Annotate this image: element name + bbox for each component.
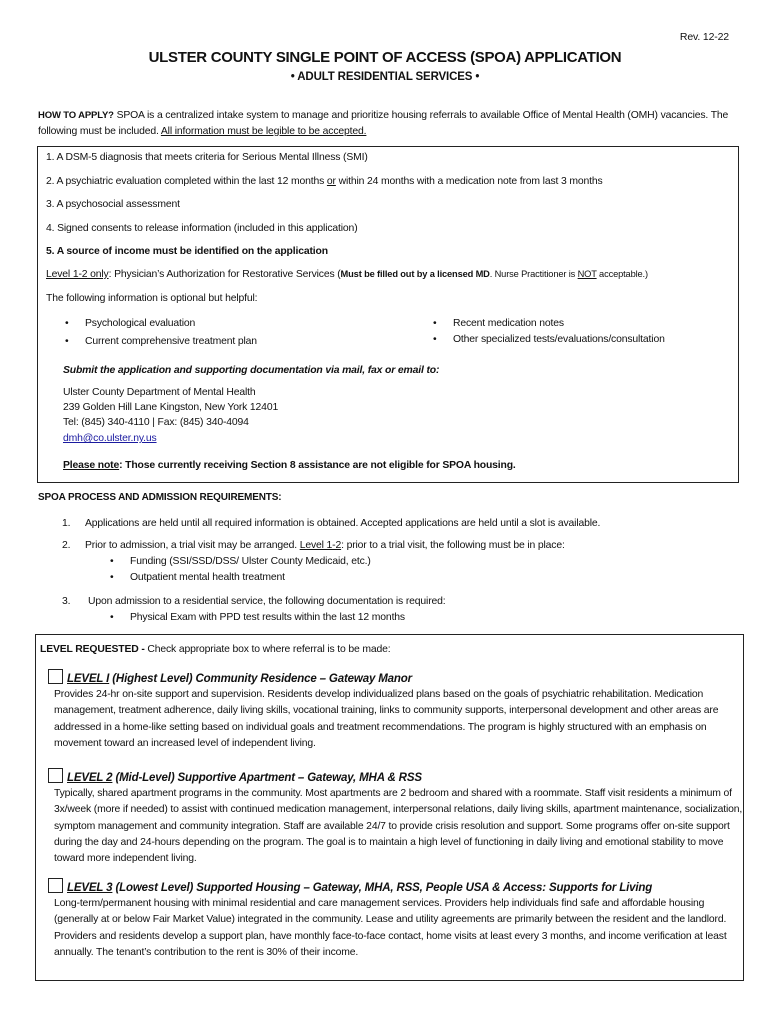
requirement-5: 5. A source of income must be identified on the application	[46, 246, 328, 257]
req2-b: within 24 months with a medication note from last 3 months	[335, 176, 603, 187]
optional-intro: The following information is optional but helpful:	[46, 293, 258, 304]
legible-note: All information must be legible to be accepted.	[160, 126, 367, 137]
l12-u: Level 1-2 only	[46, 269, 109, 280]
level-1-checkbox[interactable]	[48, 669, 63, 684]
process-num: 1.	[62, 518, 71, 529]
address-line: 239 Golden Hill Lane Kingston, New York 12401	[63, 402, 279, 413]
optional-item: • Recent medication notes	[453, 318, 564, 329]
optional-item: • Other specialized tests/evaluations/consultation	[453, 334, 665, 345]
process-num: 3.	[62, 596, 71, 607]
l3-title: (Lowest Level) Supported Housing – Gateway, MHA, RSS, People USA & Access: Supports for Living	[112, 882, 653, 894]
submit-heading: Submit the application and supporting documentation via mail, fax or email to:	[63, 365, 440, 376]
level-2-heading	[48, 768, 422, 784]
section8-note	[63, 460, 516, 471]
lr-label: LEVEL REQUESTED -	[40, 644, 145, 655]
address-line: Ulster County Department of Mental Health	[63, 387, 256, 398]
level-requested-heading	[40, 644, 391, 655]
level-3-description: Long-term/permanent housing with minimal residential and care management services. Providers help individuals find safe and affordable housing (generally at or below Fair Market Value) integrated in the community. Lease and utility agreements are primarily between the resident and the landlord. Providers and residents develop a support plan, have monthly face-to-face contact, home visits at least every 3 months, and income verification at least annually. The tenant’s contribution to the rent is 30% of their income.	[54, 898, 727, 958]
page-title: ULSTER COUNTY SINGLE POINT OF ACCESS (SPOA) APPLICATION	[148, 49, 622, 66]
lr-text: Check appropriate box to where referral is to be made:	[144, 644, 391, 655]
level-2-description: Typically, shared apartment programs in the community. Most apartments are 2 bedroom and shared with a roommate. Staff visit residents a minimum of 3x/week (more if needed) to assist with continued medication management, interpersonal relations, daily living skills, apartment maintenance, socialization, symptom management and community integration. Staff are available 24/7 to provide crisis resolution and support. Some programs offer on-site support during the day and 24-hours depending on the program. The goal is to maintain a high level of functioning in daily living and emotional stability to move toward more independent living.	[54, 788, 743, 865]
process-heading: SPOA PROCESS AND ADMISSION REQUIREMENTS:	[38, 492, 282, 503]
note-text: : Those currently receiving Section 8 assistance are not eligible for SPOA housing.	[119, 460, 516, 471]
l2-name: LEVEL 2	[67, 772, 113, 784]
note-label: Please note	[63, 460, 120, 471]
email-link[interactable]: dmh@co.ulster.ny.us	[63, 433, 157, 444]
process-subitem: • Outpatient mental health treatment	[130, 572, 285, 583]
process-item	[85, 540, 565, 551]
l1-name: LEVEL I	[67, 673, 110, 685]
how-to-text: SPOA is a centralized intake system to manage and prioritize housing referrals to available Office of Mental Health (OMH) vacancies. The following must be included.	[38, 110, 729, 137]
process-item: Upon admission to a residential service, the following documentation is required:	[88, 596, 446, 607]
l3-name: LEVEL 3	[67, 882, 113, 894]
level12-note	[46, 269, 648, 280]
l12-b: . Nurse Practitioner is	[489, 269, 578, 279]
l12-not: NOT	[577, 269, 597, 279]
level-requested-box	[35, 634, 744, 981]
p2u: Level 1-2	[299, 540, 342, 551]
optional-item: • Psychological evaluation	[85, 318, 195, 329]
l12-a: : Physician’s Authorization for Restorative Services (	[108, 269, 341, 280]
process-subitem: • Physical Exam with PPD test results within the last 12 months	[130, 612, 405, 623]
phone-fax: Tel: (845) 340-4110 | Fax: (845) 340-4094	[63, 417, 249, 428]
req2-a: 2. A psychiatric evaluation completed within the last 12 months	[46, 176, 327, 187]
process-subitem: • Funding (SSI/SSD/DSS/ Ulster County Medicaid, etc.)	[130, 556, 371, 567]
requirements-box	[37, 146, 739, 483]
level-1-description: Provides 24-hr on-site support and supervision. Residents develop individualized plans based on the goals of psychiatric rehabilitation. Medication management, treatment adherence, daily living skills, vocational training, links to community supports, interpersonal development and other areas are addressed in a home-like setting based on individual goals and treatment recommendations. The program is highly structured with an emphasis on movement toward an increased level of independent living.	[54, 689, 719, 749]
requirement-4: 4. Signed consents to release information (included in this application)	[46, 223, 358, 234]
optional-item: • Current comprehensive treatment plan	[85, 336, 257, 347]
how-to-apply	[38, 108, 738, 140]
level-1-heading	[48, 669, 412, 685]
l1-title: (Highest Level) Community Residence – Gateway Manor	[109, 673, 412, 685]
requirement-2	[46, 176, 603, 187]
l12-c: acceptable.)	[596, 269, 648, 279]
p2a: Prior to admission, a trial visit may be arranged.	[85, 540, 300, 551]
l12-bold: Must be filled out by a licensed MD	[340, 269, 490, 279]
page-subtitle: • ADULT RESIDENTIAL SERVICES •	[290, 71, 480, 83]
req2-or: or	[326, 176, 336, 187]
process-item: Applications are held until all required information is obtained. Accepted applications are held until a slot is available.	[85, 518, 601, 529]
requirement-3: 3. A psychosocial assessment	[46, 199, 180, 210]
level-3-heading	[48, 878, 652, 894]
l2-title: (Mid-Level) Supportive Apartment – Gateway, MHA & RSS	[112, 772, 422, 784]
revision: Rev. 12-22	[679, 31, 729, 43]
level-3-checkbox[interactable]	[48, 878, 63, 893]
requirement-1: 1. A DSM-5 diagnosis that meets criteria for Serious Mental Illness (SMI)	[46, 152, 368, 163]
process-num: 2.	[62, 540, 71, 551]
level-2-checkbox[interactable]	[48, 768, 63, 783]
how-to-label: HOW TO APPLY?	[38, 110, 114, 121]
p2b: : prior to a trial visit, the following must be in place:	[341, 540, 565, 551]
